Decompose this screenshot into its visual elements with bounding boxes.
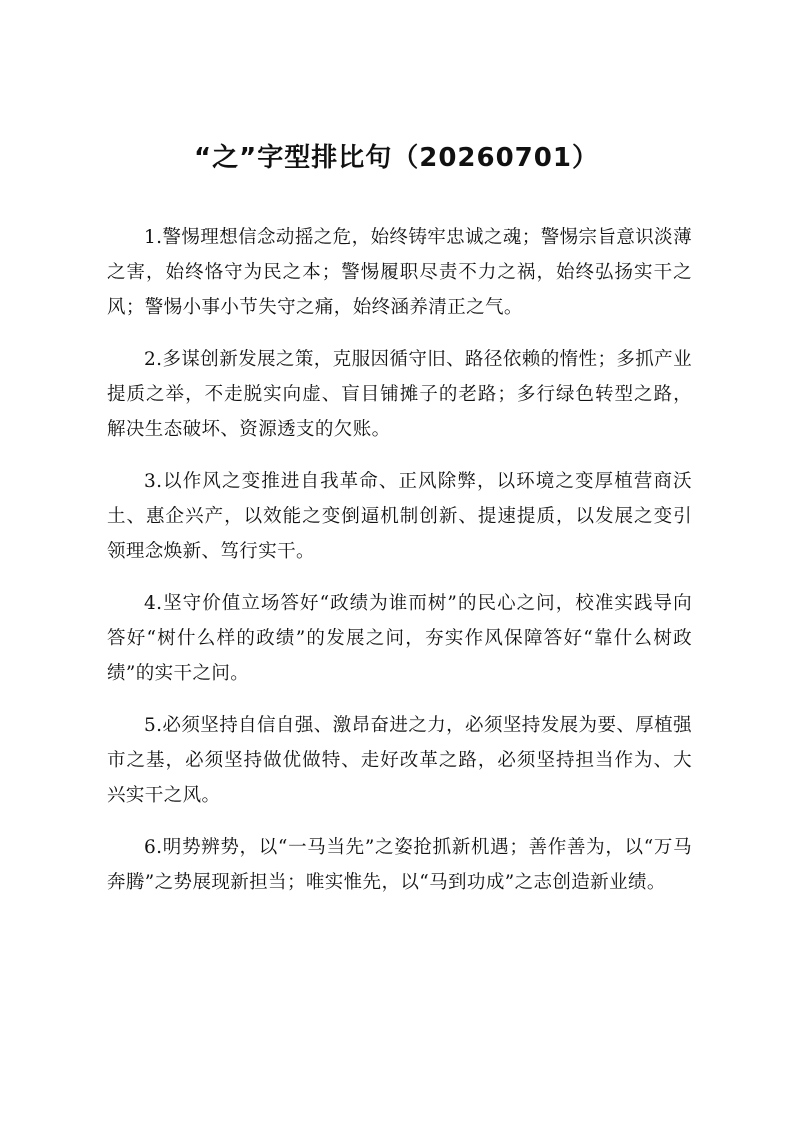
document-body bbox=[107, 220, 692, 917]
paragraph-2: 2.多谋创新发展之策，克服因循守旧、路径依赖的惰性；多抓产业提质之举，不走脱实向虚、盲目铺摊子的老路；多行绿色转型之路，解决生态破坏、资源透支的欠账。 bbox=[107, 349, 692, 440]
document-title: “之”字型排比句（20260701） bbox=[194, 143, 599, 173]
paragraph-6: 6.明势辨势，以“一马当先”之姿抢抓新机遇；善作善为，以“万马奔腾”之势展现新担当；唯实惟先，以“马到功成”之志创造新业绩。 bbox=[107, 837, 692, 893]
paragraph-5: 5.必须坚持自信自强、激昂奋进之力，必须坚持发展为要、厚植强市之基，必须坚持做优做特、走好改革之路，必须坚持担当作为、大兴实干之风。 bbox=[107, 715, 692, 806]
paragraph-3: 3.以作风之变推进自我革命、正风除弊，以环境之变厚植营商沃土、惠企兴产，以效能之变倒逼机制创新、提速提质，以发展之变引领理念焕新、笃行实干。 bbox=[107, 471, 692, 562]
paragraph-1: 1.警惕理想信念动摇之危，始终铸牢忠诚之魂；警惕宗旨意识淡薄之害，始终恪守为民之本；警惕履职尽责不力之祸，始终弘扬实干之风；警惕小事小节失守之痛，始终涵养清正之气。 bbox=[107, 227, 692, 318]
paragraph-4: 4.坚守价值立场答好“政绩为谁而树”的民心之问，校准实践导向答好“树什么样的政绩”的发展之问，夯实作风保障答好“靠什么树政绩”的实干之问。 bbox=[107, 593, 692, 684]
